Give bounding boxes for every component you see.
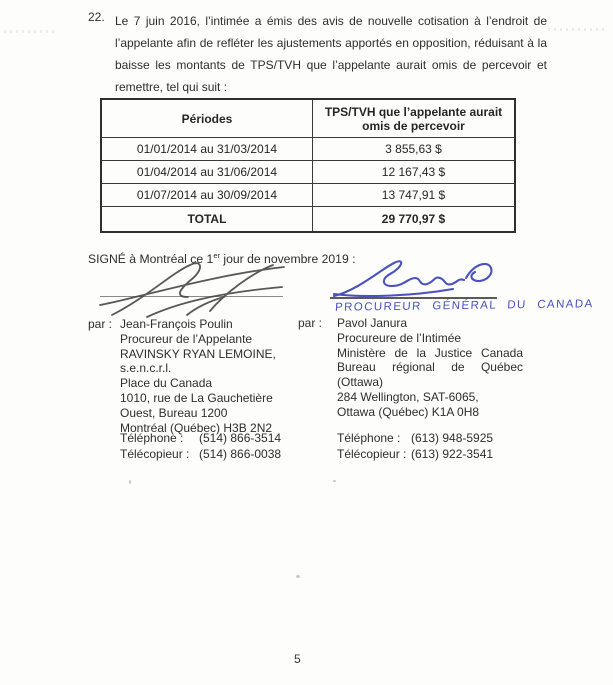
table-row [102, 160, 514, 183]
paragraph-line: Le 7 juin 2016, l’intimée a émis des avis de nouvelle cotisation à l’endroit de [115, 14, 547, 28]
phone-number: (514) 866-3514 [199, 431, 282, 445]
period-cell: 01/04/2014 au 31/06/2014 [102, 161, 313, 183]
header-amount: TPS/TVH que l’appelante aurait omis de percevoir [324, 104, 503, 133]
address-line: Procureur de l’Appelante [120, 331, 253, 346]
address-line: RAVINSKY RYAN LEMOINE, [120, 346, 276, 361]
ordinal-superscript: er [213, 251, 220, 260]
appellant-signature [92, 257, 292, 319]
address-line: Bureau régional de Québec [337, 360, 523, 375]
signed-statement: SIGNÉ à Montréal ce 1er jour de novembre 2019 : [88, 251, 356, 266]
paragraph-line: l’appelante afin de refléter les ajustements apportés en opposition, réduisant à la [115, 36, 547, 50]
par-label-left: par : [88, 317, 113, 331]
scan-smudge [548, 28, 606, 31]
fax-row: Télécopieur : (514) 866-0038 [120, 446, 282, 461]
paragraph-line: baisse les montants de TPS/TVH que l’appelante aurait omis de percevoir et [115, 58, 547, 72]
par-label-right: par : [298, 316, 323, 330]
paragraph-line: remettre, tel qui suit : [115, 80, 228, 94]
fax-number: (613) 922-3541 [411, 446, 494, 461]
address-line: 1010, rue de La Gauchetière [120, 390, 273, 405]
amount-cell: 13 747,91 $ [381, 188, 446, 202]
fax-row: Télécopieur : (613) 922-3541 [337, 446, 494, 461]
period-cell: 01/07/2014 au 30/09/2014 [102, 184, 313, 206]
signatory-name: Pavol Janura [337, 316, 408, 330]
respondent-counsel-block [337, 316, 523, 420]
respondent-signature [328, 256, 503, 304]
scan-speck [333, 480, 336, 482]
amount-cell: 12 167,43 $ [381, 165, 446, 179]
fax-number: (514) 866-0038 [199, 446, 282, 461]
scan-speck [129, 480, 131, 484]
header-periods: Périodes [102, 100, 313, 137]
address-line: Ouest, Bureau 1200 [120, 405, 228, 420]
amount-cell: 3 855,63 $ [385, 142, 442, 156]
appellant-counsel-block [120, 317, 310, 435]
paragraph-number: 22. [88, 10, 105, 24]
cotisation-table [100, 98, 516, 233]
scan-smudge [4, 30, 56, 33]
table-total-row [102, 206, 514, 231]
paragraph-22 [115, 10, 547, 98]
address-line: Ottawa (Québec) K1A 0H8 [337, 404, 480, 419]
address-line: Place du Canada [120, 376, 213, 391]
signatory-name: Jean-François Poulin [120, 317, 233, 331]
address-line: Ministère de la Justice Canada [337, 345, 523, 360]
total-label: TOTAL [102, 207, 313, 231]
phone-number: (613) 948-5925 [411, 431, 494, 445]
page-number: 5 [294, 652, 301, 666]
address-line: s.e.n.c.r.l. [120, 361, 172, 376]
address-line: (Ottawa) [337, 375, 384, 390]
address-line: Procureure de l’Intimée [337, 330, 462, 345]
appellant-phones [120, 431, 281, 462]
phone-row: Téléphone : (514) 866-3514 [120, 431, 282, 445]
scan-speck [296, 575, 300, 578]
table-row [102, 183, 514, 206]
period-cell: 01/01/2014 au 31/03/2014 [102, 138, 313, 160]
total-amount: 29 770,97 $ [381, 212, 446, 226]
table-header-row [102, 100, 514, 137]
table-row [102, 137, 514, 160]
handwritten-note: PROCUREUR GÉNÉRAL DU CANADA [334, 298, 594, 314]
address-line: 284 Wellington, SAT-6065, [337, 389, 479, 404]
phone-row: Téléphone : (613) 948-5925 [337, 431, 494, 445]
address-line: Montréal (Québec) H3B 2N2 [120, 420, 273, 435]
respondent-phones [337, 431, 493, 462]
